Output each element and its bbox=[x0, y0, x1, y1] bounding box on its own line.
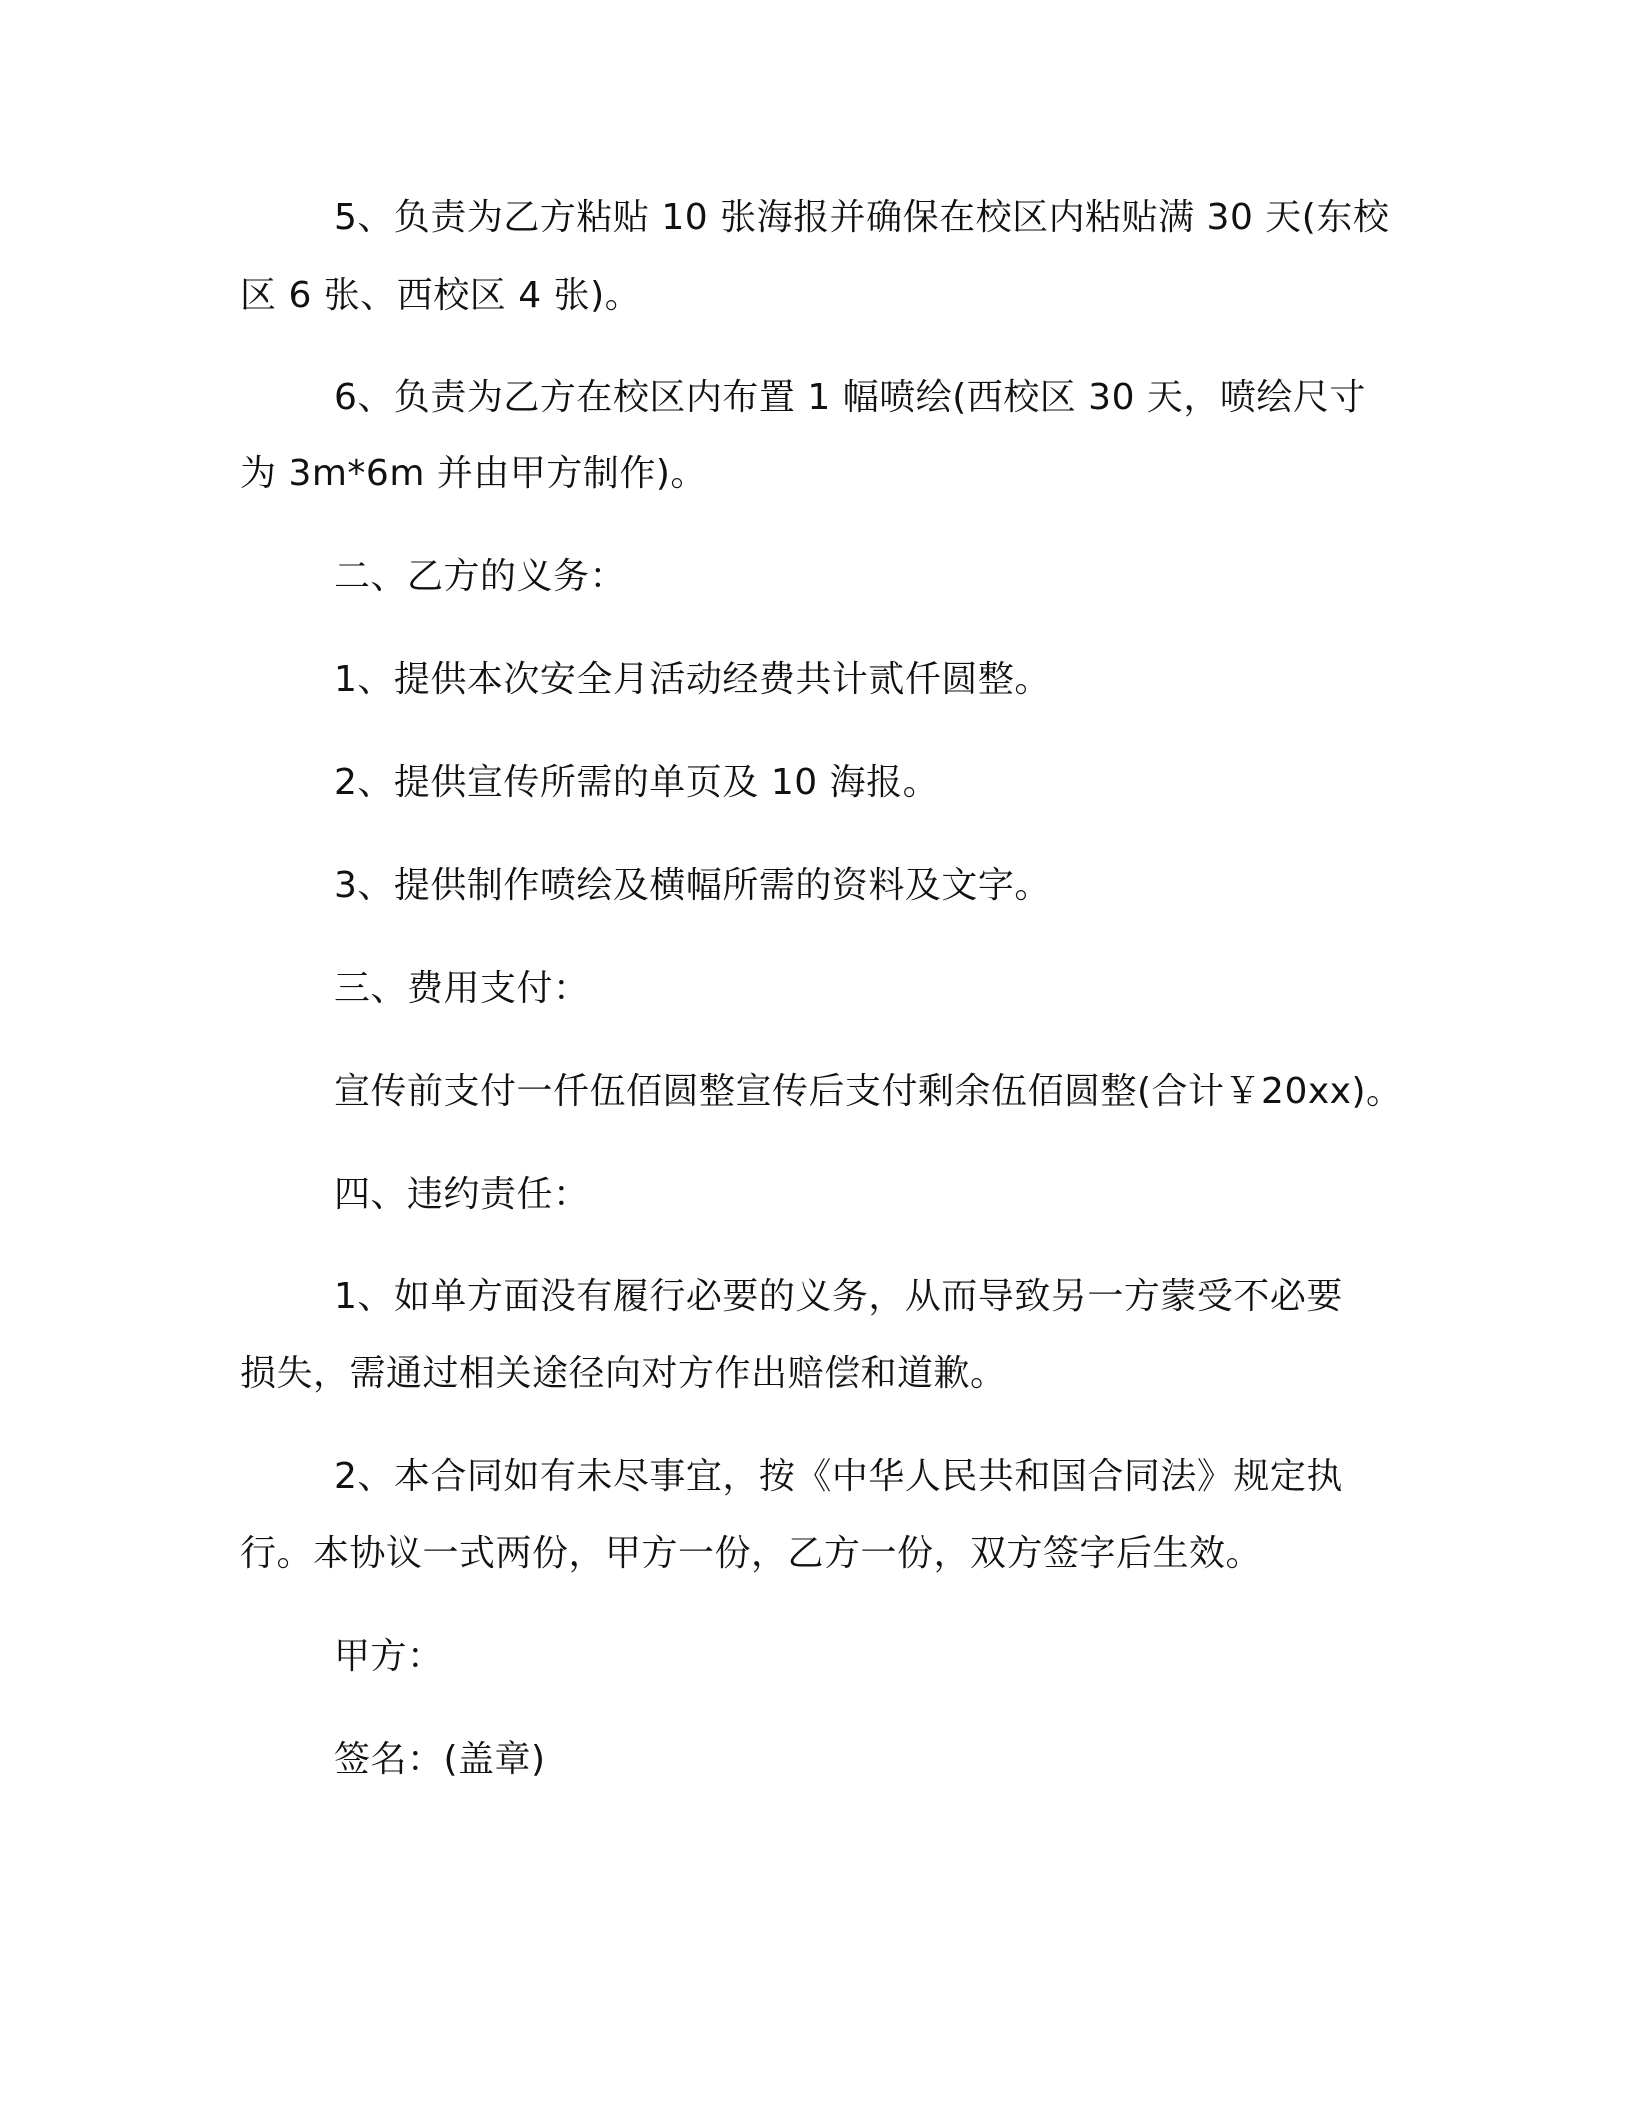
liability-item-2-line-2: 行。本协议一式两份，甲方一份，乙方一份，双方签字后生效。 bbox=[240, 1533, 1263, 1574]
clause-6-line-1: 6、负责为乙方在校区内布置 1 幅喷绘(西校区 30 天，喷绘尺寸 bbox=[334, 377, 1366, 418]
party-b-item-2: 2、提供宣传所需的单页及 10 海报。 bbox=[334, 762, 940, 803]
party-b-item-3: 3、提供制作喷绘及横幅所需的资料及文字。 bbox=[334, 865, 1051, 906]
signature-label: 签名：(盖章) bbox=[334, 1739, 546, 1780]
liability-item-1-line-1: 1、如单方面没有履行必要的义务，从而导致另一方蒙受不必要 bbox=[334, 1276, 1343, 1317]
liability-item-1-line-2: 损失，需通过相关途径向对方作出赔偿和道歉。 bbox=[240, 1353, 1007, 1394]
party-a-label: 甲方： bbox=[334, 1636, 444, 1677]
clause-5-line-2: 区 6 张、西校区 4 张)。 bbox=[240, 275, 642, 316]
section-heading-liability: 四、违约责任： bbox=[334, 1174, 590, 1215]
section-heading-payment: 三、费用支付： bbox=[334, 968, 590, 1009]
clause-5-line-1: 5、负责为乙方粘贴 10 张海报并确保在校区内粘贴满 30 天(东校 bbox=[334, 197, 1390, 238]
party-b-item-1: 1、提供本次安全月活动经费共计贰仟圆整。 bbox=[334, 659, 1051, 700]
payment-terms: 宣传前支付一仟伍佰圆整宣传后支付剩余伍佰圆整(合计￥20xx)。 bbox=[334, 1071, 1403, 1112]
liability-item-2-line-1: 2、本合同如有未尽事宜，按《中华人民共和国合同法》规定执 bbox=[334, 1456, 1343, 1497]
section-heading-party-b-obligations: 二、乙方的义务： bbox=[334, 556, 627, 597]
clause-6-line-2: 为 3m*6m 并由甲方制作)。 bbox=[240, 453, 707, 494]
